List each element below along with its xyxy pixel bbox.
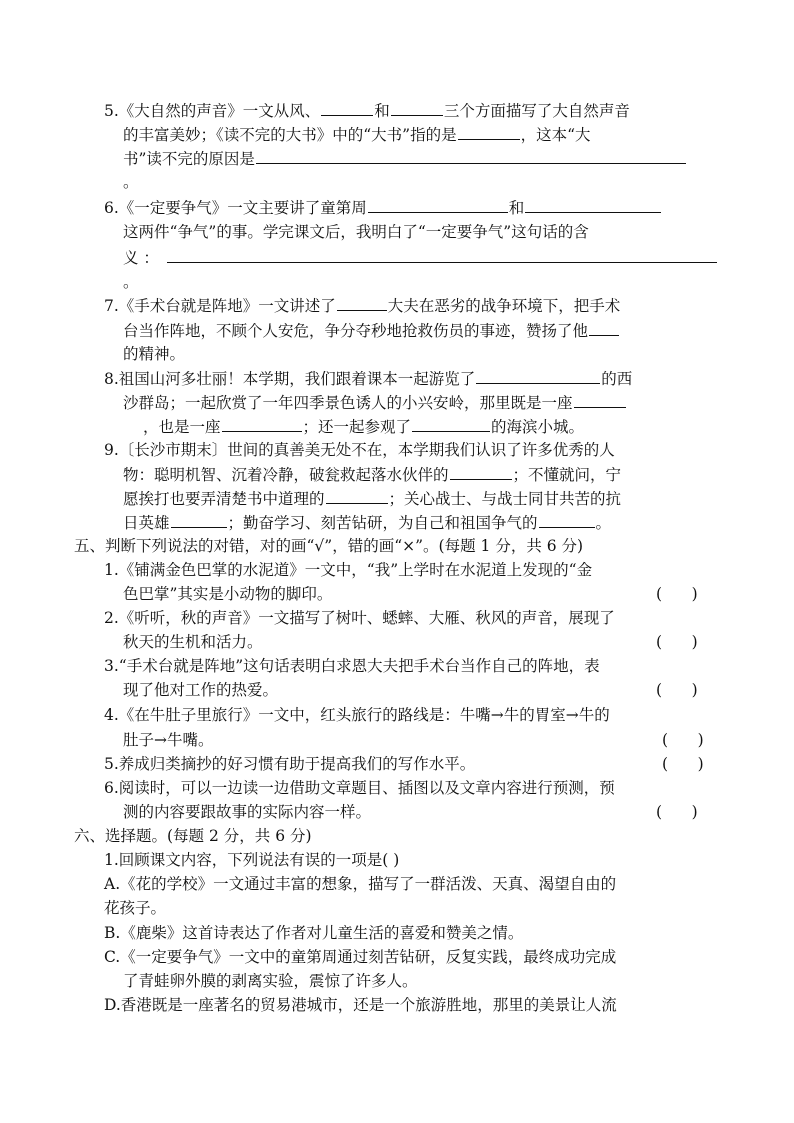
q4-item6-line4 — [123, 270, 139, 294]
q6-option-a-line1 — [104, 872, 616, 896]
text: 的海滨小城。 — [491, 418, 585, 436]
q6-option-c-line2 — [123, 969, 418, 993]
q4-item5-line1 — [104, 98, 630, 122]
q4-item5-line4 — [123, 170, 139, 194]
text: 7.《手术台就是阵地》一文讲述了 — [104, 297, 336, 315]
text: 5.养成归类摘抄的好习惯有助于提高我们的写作水平。 — [104, 755, 476, 773]
text: 3.“手术台就是阵地”这句话表明白求恩大夫把手术台当作自己的阵地，表 — [104, 657, 600, 675]
q6-option-c-line1 — [104, 945, 616, 969]
text: 1.《铺满金色巴掌的水泥道》一文中，“我”上学时在水泥道上发现的“金 — [104, 561, 593, 579]
blank[interactable] — [412, 414, 490, 432]
text: 测的内容要跟故事的实际内容一样。 — [123, 803, 372, 821]
q4-item6-line1 — [104, 195, 662, 219]
q5-item1-line1 — [104, 558, 592, 582]
blank[interactable] — [337, 293, 387, 311]
text: ，这本“大 — [520, 126, 591, 144]
text: 色巴掌”其实是小动物的脚印。 — [123, 585, 333, 603]
answer-parens[interactable]: ( ) — [662, 731, 704, 749]
answer-parens[interactable]: ( ) — [656, 633, 698, 651]
text: 6.阅读时，可以一边读一边借助文章题目、插图以及文章内容进行预测，预 — [104, 779, 615, 797]
text: 和 — [374, 102, 390, 120]
section5-heading — [74, 534, 583, 558]
text: 大夫在恶劣的战争环境下，把手术 — [387, 297, 621, 315]
text: 秋天的生机和活力。 — [123, 633, 263, 651]
text: 愿挨打也要弄清楚书中道理的 — [123, 490, 325, 508]
q4-item8-line1 — [104, 366, 632, 390]
text: 日英雄 — [123, 514, 170, 532]
q5-item3-line1 — [104, 654, 600, 678]
blank[interactable] — [171, 510, 227, 528]
text: 4.《在牛肚子里旅行》一文中，红头旅行的路线是：牛嘴→牛的胃室→牛的 — [104, 706, 610, 724]
text: 。 — [123, 173, 139, 191]
q6-option-b — [104, 921, 523, 945]
text: 了青蛙卵外膜的剥离实验，震惊了许多人。 — [123, 972, 418, 990]
q4-item6-line3 — [123, 245, 718, 269]
answer-parens[interactable]: ( ) — [656, 681, 698, 699]
text: 的丰富美妙；《读不完的大书》中的“大书”指的是 — [123, 126, 457, 144]
text: 这两件“争气”的事。学完课文后，我明白了“一定要争气”这句话的含 — [123, 223, 589, 241]
q4-item8-line2 — [123, 390, 627, 414]
answer-parens[interactable]: ( ) — [662, 755, 704, 773]
q4-item7-line1 — [104, 293, 620, 317]
q4-item7-line3 — [123, 342, 185, 366]
blank[interactable] — [368, 195, 508, 213]
text: 花孩子。 — [104, 899, 167, 917]
q4-item7-line2 — [123, 318, 620, 342]
text: 书”读不完的原因是 — [123, 150, 255, 168]
section6-heading — [74, 824, 312, 848]
answer-parens[interactable]: ( ) — [656, 803, 698, 821]
text: 和 — [508, 199, 525, 217]
text: 沙群岛；一起欣赏了一年四季景色诱人的小兴安岭，那里既是一座 — [123, 394, 573, 412]
text: 。 — [595, 514, 612, 532]
q6-option-d-line1 — [104, 993, 617, 1017]
q4-item9-line2 — [123, 462, 621, 486]
text: 1.回顾课文内容，下列说法有误的一项是( ) — [104, 851, 400, 869]
q4-item9-line4 — [123, 510, 611, 534]
blank[interactable] — [525, 195, 661, 213]
text: ；不懂就问，宁 — [512, 466, 622, 484]
q5-item4-line2 — [123, 728, 214, 752]
text: D.香港既是一座著名的贸易港城市，还是一个旅游胜地，那里的美景让人流 — [104, 996, 617, 1014]
text: 的精神。 — [123, 345, 186, 363]
text: 三个方面描写了大自然声音 — [443, 102, 630, 120]
blank[interactable] — [574, 390, 626, 408]
text: 8.祖国山河多壮丽！本学期，我们跟着课本一起游览了 — [104, 370, 476, 388]
text: 2.《听听，秋的声音》一文描写了树叶、蟋蟀、大雁、秋风的声音，展现了 — [104, 609, 615, 627]
q5-item3-line2 — [123, 678, 278, 702]
text: ，也是一座 — [143, 418, 221, 436]
q5-item2-line1 — [104, 606, 615, 630]
text: A.《花的学校》一文通过丰富的想象，描写了一群活泼、天真、渴望自由的 — [104, 875, 617, 893]
blank[interactable] — [539, 510, 595, 528]
text: ；关心战士、与战士同甘共苦的抗 — [388, 490, 622, 508]
text: 义 ： — [123, 249, 159, 267]
blank[interactable] — [391, 98, 443, 116]
blank[interactable] — [458, 122, 520, 140]
text: C.《一定要争气》一文中的童第周通过刻苦钻研，反复实践，最终成功完成 — [104, 948, 617, 966]
text: 6.《一定要争气》一文主要讲了童第周 — [104, 199, 367, 217]
q5-item5-line1 — [104, 752, 475, 776]
q5-item4-line1 — [104, 703, 610, 727]
text: 五、判断下列说法的对错，对的画“√”，错的画“×”。(每题 1 分，共 6 分) — [74, 537, 584, 555]
blank[interactable] — [222, 414, 302, 432]
q6-option-a-line2 — [104, 896, 166, 920]
blank[interactable] — [476, 366, 600, 384]
q5-item1-line2 — [123, 582, 332, 606]
blank[interactable] — [167, 245, 717, 263]
text: 9.〔长沙市期末〕世间的真善美无处不在，本学期我们认识了许多优秀的人 — [104, 441, 615, 459]
text: B.《鹿柴》这首诗表达了作者对儿童生活的喜爱和赞美之情。 — [104, 924, 524, 942]
text: ；勤奋学习、刻苦钻研，为自己和祖国争气的 — [227, 514, 538, 532]
q4-item5-line3 — [123, 146, 687, 170]
text: 肚子→牛嘴。 — [123, 731, 214, 749]
q4-item8-line3 — [123, 414, 584, 438]
text: 的西 — [601, 370, 633, 388]
q4-item5-line2 — [123, 122, 591, 146]
text: 物：聪明机智、沉着冷静，破瓮救起落水伙伴的 — [123, 466, 449, 484]
text: 台当作阵地，不顾个人安危，争分夺秒地抢救伤员的事迹，赞扬了他 — [123, 322, 589, 340]
text: 。 — [123, 273, 139, 291]
blank[interactable] — [589, 318, 619, 336]
text: 六、选择题。(每题 2 分，共 6 分) — [74, 827, 312, 845]
q4-item6-line2 — [123, 220, 589, 244]
q5-item6-line2 — [123, 800, 371, 824]
blank[interactable] — [326, 486, 388, 504]
blank[interactable] — [321, 98, 373, 116]
text: 5.《大自然的声音》一文从风、 — [104, 102, 321, 120]
blank[interactable] — [450, 462, 512, 480]
text: 现了他对工作的热爱。 — [123, 681, 279, 699]
answer-parens[interactable]: ( ) — [656, 585, 698, 603]
q6-question1 — [104, 848, 399, 872]
text: ；还一起参观了 — [302, 418, 412, 436]
blank[interactable] — [256, 146, 686, 164]
q4-item9-line1 — [104, 438, 615, 462]
q5-item6-line1 — [104, 776, 615, 800]
q5-item2-line2 — [123, 630, 263, 654]
q4-item9-line3 — [123, 486, 621, 510]
